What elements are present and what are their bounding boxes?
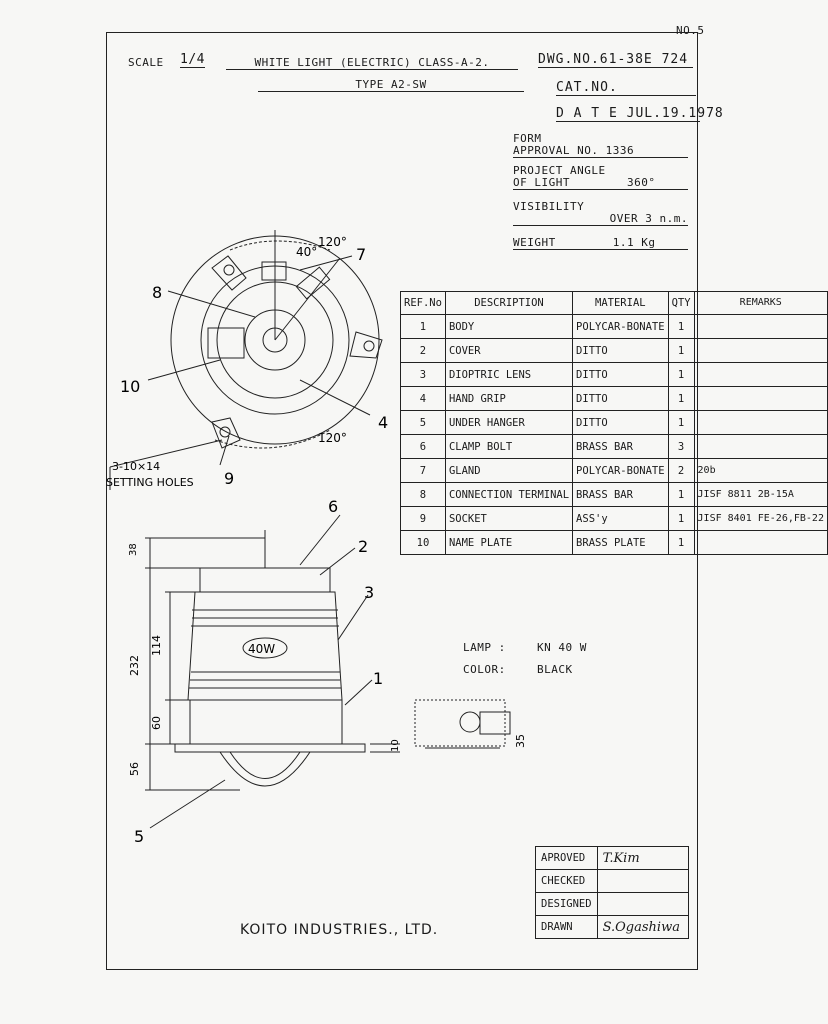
cell-qty: 3 — [668, 435, 694, 459]
cell-ref: 3 — [401, 363, 446, 387]
cell-remarks: JISF 8401 FE-26,FB-22 — [694, 507, 827, 531]
cell-qty: 1 — [668, 315, 694, 339]
col-ref: REF.No — [401, 292, 446, 315]
drawn-signature: S.Ogashiwa — [597, 916, 688, 939]
drawing-title: WHITE LIGHT (ELECTRIC) CLASS-A-2. — [226, 56, 518, 70]
cell-qty: 1 — [668, 411, 694, 435]
dim-60: 60 — [150, 716, 163, 730]
visibility: OVER 3 n.m. — [513, 212, 688, 226]
cell-description: CLAMP BOLT — [445, 435, 572, 459]
cat-no: CAT.NO. — [556, 80, 696, 96]
scale-value: 1/4 — [180, 52, 205, 67]
designed-signature — [597, 893, 688, 916]
cell-material: DITTO — [573, 339, 669, 363]
angle-120-bottom: 120° — [318, 431, 347, 445]
cell-description: DIOPTRIC LENS — [445, 363, 572, 387]
col-qty: QTY — [668, 292, 694, 315]
cell-description: GLAND — [445, 459, 572, 483]
weight: WEIGHT 1.1 Kg — [513, 236, 688, 250]
cell-qty: 1 — [668, 507, 694, 531]
cell-qty: 1 — [668, 387, 694, 411]
callout-5: 5 — [134, 827, 145, 846]
angle-120-top: 120° — [318, 235, 347, 249]
angle-40: 40° — [296, 245, 318, 259]
cell-ref: 4 — [401, 387, 446, 411]
cell-material: DITTO — [573, 411, 669, 435]
callout-1: 1 — [373, 669, 384, 688]
signoff-row-designed — [536, 893, 689, 916]
cell-material: BRASS BAR — [573, 435, 669, 459]
top-view — [110, 230, 382, 490]
cell-description: COVER — [445, 339, 572, 363]
cell-description: NAME PLATE — [445, 531, 572, 555]
company-name: KOITO INDUSTRIES., LTD. — [240, 922, 439, 938]
cell-qty: 1 — [668, 531, 694, 555]
cell-description: SOCKET — [445, 507, 572, 531]
signoff-table — [535, 846, 689, 939]
setting-holes-label: SETTING HOLES — [106, 476, 194, 489]
cell-material: DITTO — [573, 363, 669, 387]
callout-9: 9 — [224, 469, 235, 488]
cell-ref: 9 — [401, 507, 446, 531]
cell-material: BRASS PLATE — [573, 531, 669, 555]
side-view — [145, 515, 400, 828]
visibility-label: VISIBILITY — [513, 200, 585, 213]
callout-10: 10 — [120, 377, 141, 396]
callout-6: 6 — [328, 497, 339, 516]
dim-38: 38 — [128, 543, 139, 556]
cell-qty: 2 — [668, 459, 694, 483]
cell-ref: 5 — [401, 411, 446, 435]
page-number: NO.5 — [676, 24, 705, 37]
cell-ref: 8 — [401, 483, 446, 507]
col-material: MATERIAL — [573, 292, 669, 315]
callout-8: 8 — [152, 283, 163, 302]
col-remarks: REMARKS — [694, 292, 827, 315]
callout-7: 7 — [356, 245, 367, 264]
lamp-value: KN 40 W — [537, 641, 587, 654]
color-value: BLACK — [537, 663, 573, 676]
cell-material: DITTO — [573, 387, 669, 411]
cell-remarks: 20b — [694, 459, 827, 483]
lamp-watt: 40W — [248, 642, 276, 656]
designed-label: DESIGNED — [536, 893, 598, 916]
project-angle: OF LIGHT 360° — [513, 176, 688, 190]
cell-qty: 1 — [668, 363, 694, 387]
form-label: FORM — [513, 132, 542, 145]
col-description: DESCRIPTION — [445, 292, 572, 315]
cell-remarks: JISF 8811 2B-15A — [694, 483, 827, 507]
color-label: COLOR: — [463, 663, 506, 676]
approved-signature: T.Kim — [597, 847, 688, 870]
cell-material: BRASS BAR — [573, 483, 669, 507]
cell-ref: 10 — [401, 531, 446, 555]
cell-qty: 1 — [668, 483, 694, 507]
cell-material: POLYCAR-BONATE — [573, 315, 669, 339]
cell-material: POLYCAR-BONATE — [573, 459, 669, 483]
cell-material: ASS'y — [573, 507, 669, 531]
dim-56: 56 — [128, 762, 141, 776]
callout-2: 2 — [358, 537, 369, 556]
callout-3: 3 — [364, 583, 375, 602]
dim-232: 232 — [128, 655, 141, 676]
cell-ref: 6 — [401, 435, 446, 459]
socket-detail — [415, 700, 510, 748]
checked-signature — [597, 870, 688, 893]
dim-35: 35 — [514, 734, 527, 748]
drawing-type: TYPE A2-SW — [258, 78, 524, 92]
signoff-row-approved — [536, 847, 689, 870]
project-angle-label: PROJECT ANGLE — [513, 164, 606, 177]
dim-114: 114 — [150, 635, 163, 656]
dwg-no: DWG.NO.61-38E 724 — [538, 52, 693, 68]
cell-ref: 2 — [401, 339, 446, 363]
lamp-label: LAMP : — [463, 641, 506, 654]
cell-ref: 7 — [401, 459, 446, 483]
scale-label: SCALE — [128, 56, 164, 69]
setting-holes-size: 3-10×14 — [112, 460, 161, 473]
callout-4: 4 — [378, 413, 389, 432]
cell-description: HAND GRIP — [445, 387, 572, 411]
cell-description: BODY — [445, 315, 572, 339]
drawn-label: DRAWN — [536, 916, 598, 939]
cell-ref: 1 — [401, 315, 446, 339]
cell-description: UNDER HANGER — [445, 411, 572, 435]
approval-no: APPROVAL NO. 1336 — [513, 144, 688, 158]
cell-description: CONNECTION TERMINAL — [445, 483, 572, 507]
dim-10: 10 — [390, 739, 401, 752]
signoff-row-drawn — [536, 916, 689, 939]
checked-label: CHECKED — [536, 870, 598, 893]
cell-qty: 1 — [668, 339, 694, 363]
date: D A T E JUL.19.1978 — [556, 106, 724, 121]
signoff-row-checked — [536, 870, 689, 893]
approved-label: APROVED — [536, 847, 598, 870]
